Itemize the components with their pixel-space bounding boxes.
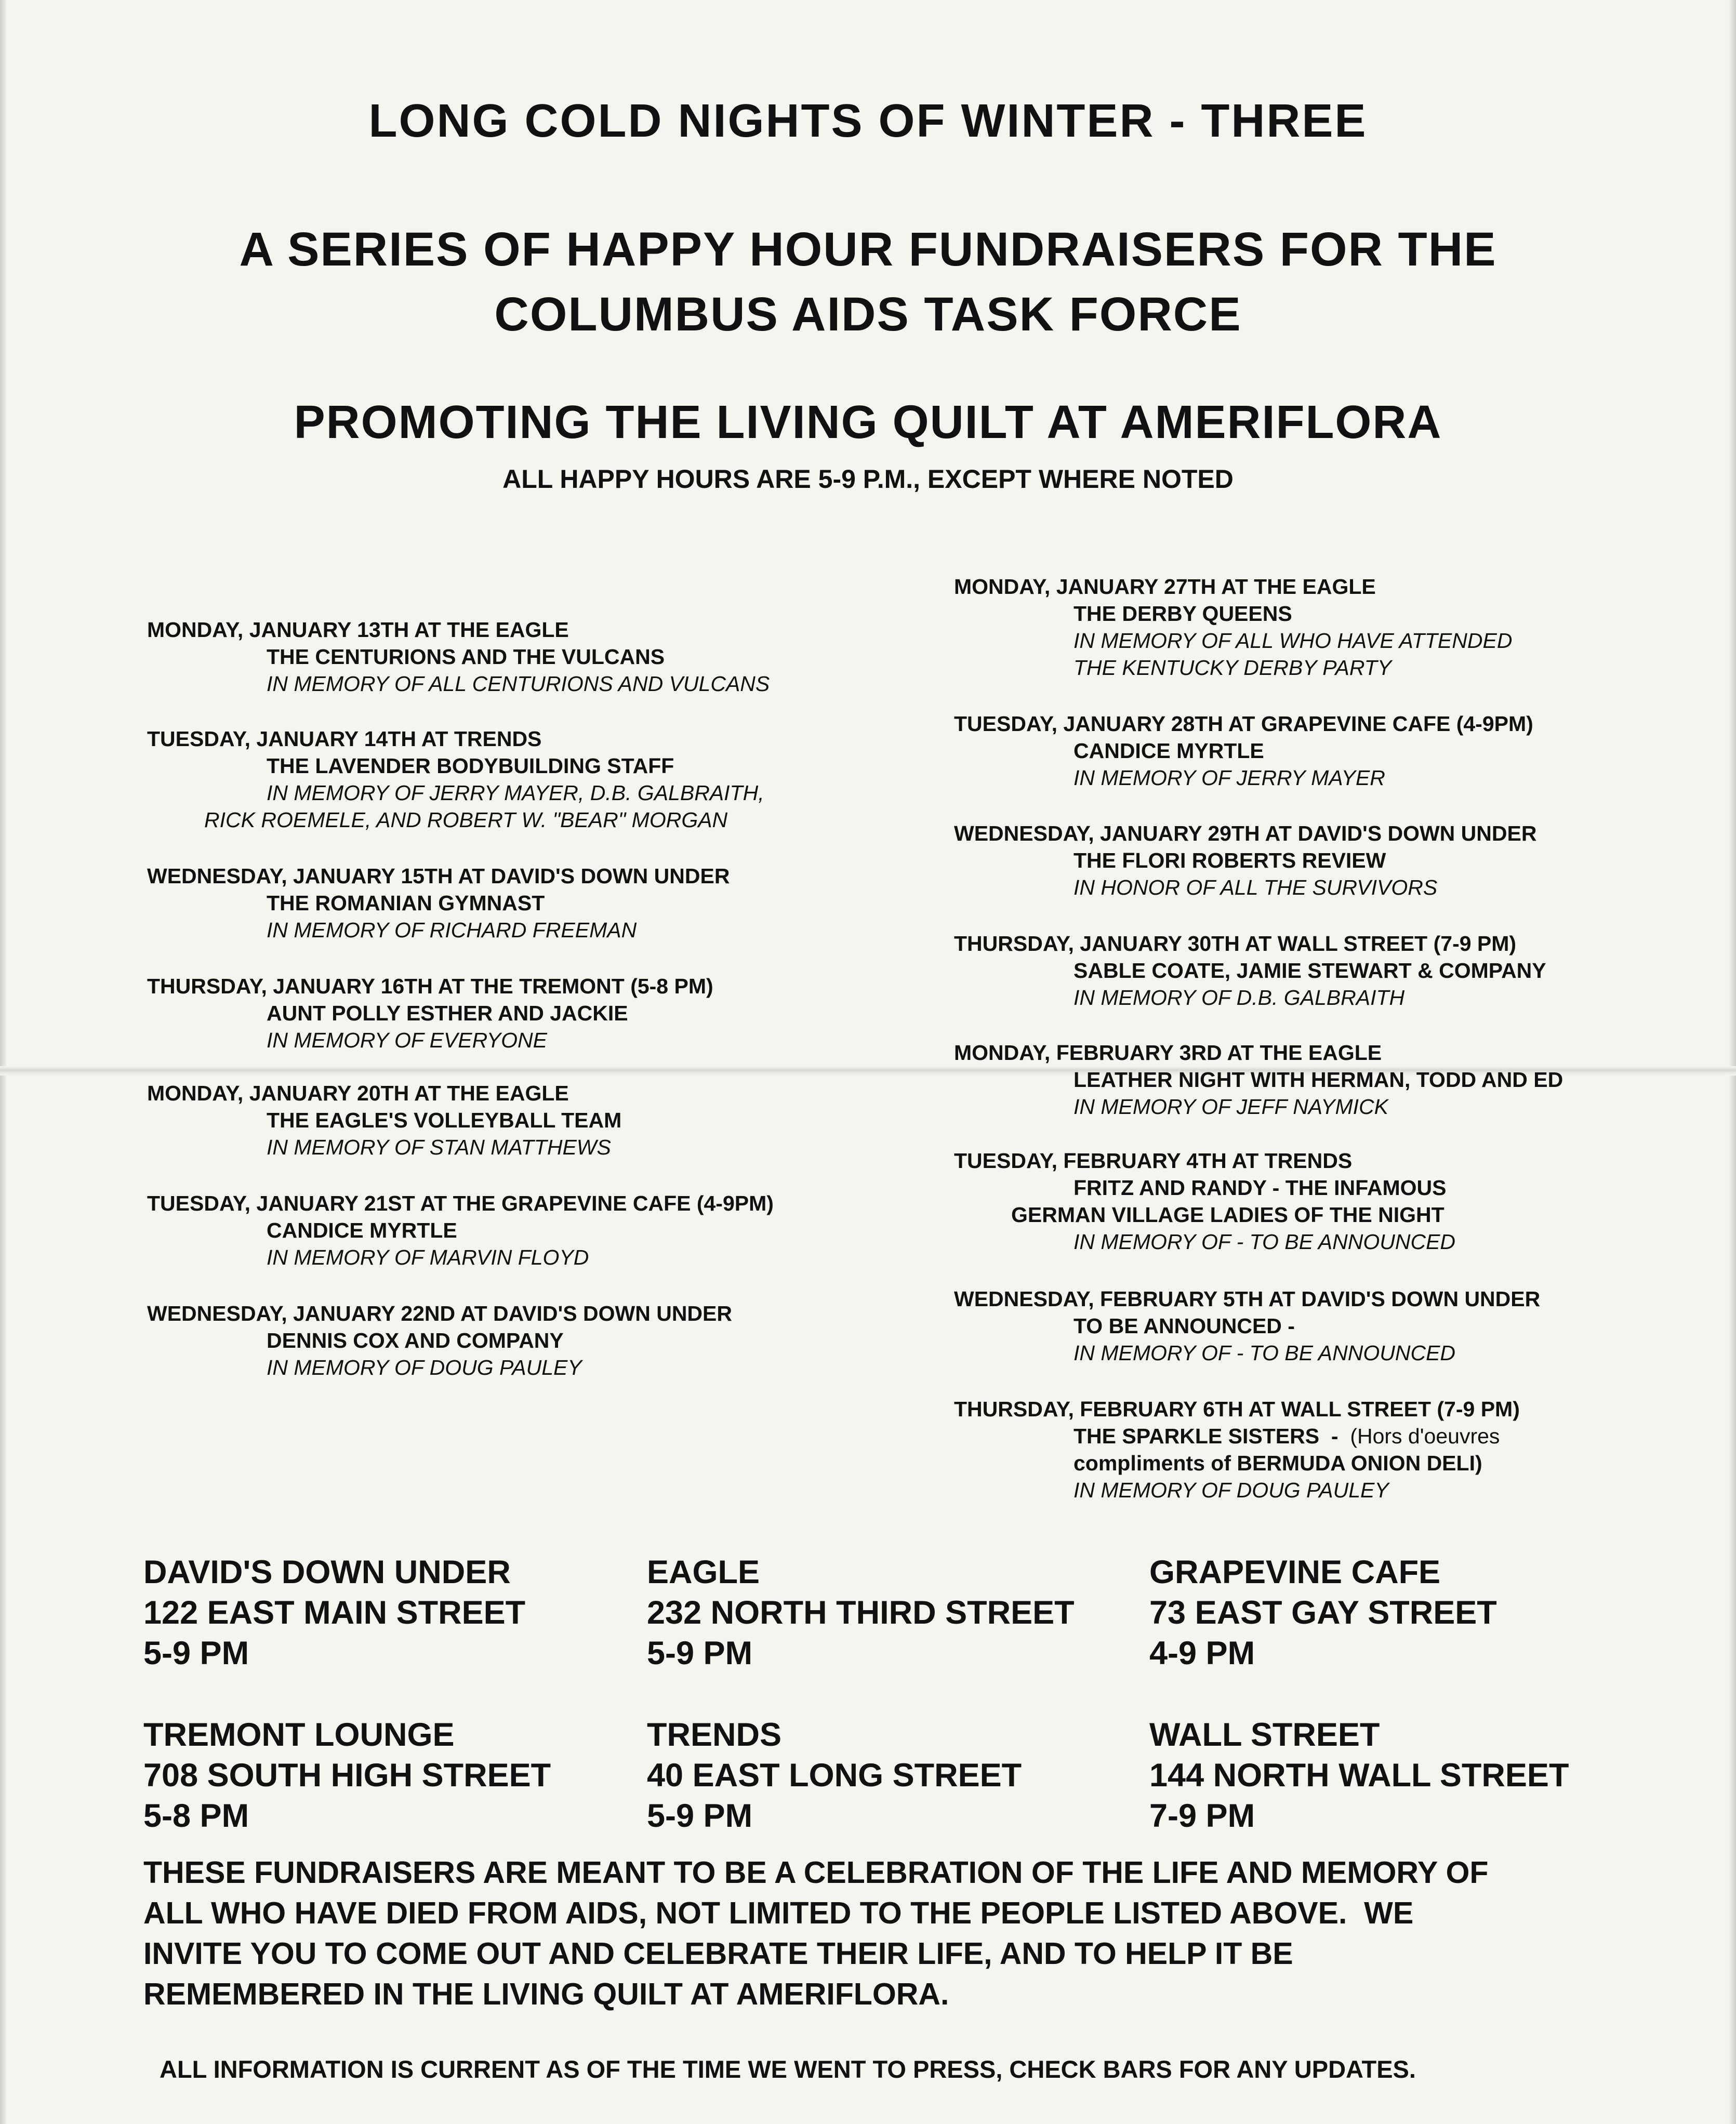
event-date: TUESDAY, JANUARY 28TH AT GRAPEVINE CAFE (4-9PM) <box>954 712 1533 736</box>
event-performer: THE FLORI ROBERTS REVIEW <box>1074 848 1386 872</box>
venue-grapevine-cafe <box>1149 1552 1497 1674</box>
event-memory: IN HONOR OF ALL THE SURVIVORS <box>1074 875 1438 899</box>
venue-tremont-lounge <box>143 1715 551 1836</box>
event-date: TUESDAY, JANUARY 21ST AT THE GRAPEVINE CAFE (4-9PM) <box>147 1191 774 1215</box>
event-memory: IN MEMORY OF DOUG PAULEY <box>267 1356 582 1379</box>
event-performer-continued: compliments of BERMUDA ONION DELI) <box>1074 1451 1482 1475</box>
event-left-5 <box>147 1080 621 1161</box>
event-memory: IN MEMORY OF DOUG PAULEY <box>1074 1478 1389 1502</box>
venue-name: DAVID'S DOWN UNDER <box>143 1554 511 1590</box>
event-performer: THE LAVENDER BODYBUILDING STAFF <box>267 754 674 778</box>
event-performer-note: (Hors d'oeuvres <box>1350 1424 1500 1448</box>
event-performer: TO BE ANNOUNCED - <box>1074 1314 1295 1338</box>
closing-line-1: THESE FUNDRAISERS ARE MEANT TO BE A CELEBRATION OF THE LIFE AND MEMORY OF <box>143 1855 1489 1890</box>
flyer-title: LONG COLD NIGHTS OF WINTER - THREE <box>368 95 1368 147</box>
event-left-2 <box>147 725 764 833</box>
event-memory: IN MEMORY OF RICHARD FREEMAN <box>267 918 637 942</box>
disclaimer: ALL INFORMATION IS CURRENT AS OF THE TIME WE WENT TO PRESS, CHECK BARS FOR ANY UPDATES. <box>160 2055 1416 2083</box>
event-date: MONDAY, JANUARY 13TH AT THE EAGLE <box>147 618 569 642</box>
venue-trends <box>647 1715 1022 1836</box>
event-date: THURSDAY, JANUARY 30TH AT WALL STREET (7-9 PM) <box>954 932 1517 955</box>
event-date: TUESDAY, FEBRUARY 4TH AT TRENDS <box>954 1149 1353 1173</box>
event-performer: DENNIS COX AND COMPANY <box>267 1329 564 1352</box>
subtitle-line-1: A SERIES OF HAPPY HOUR FUNDRAISERS FOR THE <box>239 223 1497 276</box>
event-performer-name: THE SPARKLE SISTERS - <box>1074 1424 1350 1448</box>
event-performer: CANDICE MYRTLE <box>1074 739 1264 763</box>
event-left-7 <box>147 1300 732 1381</box>
event-right-2 <box>954 710 1533 791</box>
venue-address: 144 NORTH WALL STREET <box>1149 1757 1569 1794</box>
event-memory: IN MEMORY OF MARVIN FLOYD <box>267 1245 589 1269</box>
venue-hours: 5-9 PM <box>143 1635 249 1671</box>
venue-hours: 5-9 PM <box>647 1635 753 1671</box>
event-memory-continued: RICK ROEMELE, AND ROBERT W. "BEAR" MORGAN <box>204 808 728 832</box>
event-performer: THE EAGLE'S VOLLEYBALL TEAM <box>267 1108 622 1132</box>
event-performer: LEATHER NIGHT WITH HERMAN, TODD AND ED <box>1074 1068 1563 1092</box>
venue-address: 122 EAST MAIN STREET <box>143 1595 526 1631</box>
event-memory: IN MEMORY OF - TO BE ANNOUNCED <box>1074 1230 1456 1254</box>
flyer-subtitle <box>0 217 1736 347</box>
event-performer: FRITZ AND RANDY - THE INFAMOUS <box>1074 1176 1447 1200</box>
closing-line-3: INVITE YOU TO COME OUT AND CELEBRATE THEIR LIFE, AND TO HELP IT BE <box>143 1936 1293 1971</box>
event-date: WEDNESDAY, JANUARY 22ND AT DAVID'S DOWN UNDER <box>147 1302 732 1325</box>
event-memory-continued: THE KENTUCKY DERBY PARTY <box>1074 656 1392 680</box>
venue-hours: 5-9 PM <box>647 1798 753 1834</box>
event-date: TUESDAY, JANUARY 14TH AT TRENDS <box>147 727 542 751</box>
event-performer: AUNT POLLY ESTHER AND JACKIE <box>267 1001 628 1025</box>
venue-name: EAGLE <box>647 1554 760 1590</box>
event-right-6 <box>954 1147 1455 1255</box>
event-right-4 <box>954 930 1546 1011</box>
closing-statement <box>143 1852 1488 2014</box>
event-left-3 <box>147 862 730 944</box>
venue-address: 708 SOUTH HIGH STREET <box>143 1757 551 1794</box>
event-performer: THE DERBY QUEENS <box>1074 602 1292 626</box>
venue-eagle <box>647 1552 1075 1674</box>
venue-address: 73 EAST GAY STREET <box>1149 1595 1497 1631</box>
event-left-6 <box>147 1190 774 1271</box>
event-memory: IN MEMORY OF JEFF NAYMICK <box>1074 1095 1388 1119</box>
venue-hours: 5-8 PM <box>143 1798 249 1834</box>
event-date: MONDAY, JANUARY 27TH AT THE EAGLE <box>954 575 1376 599</box>
event-date: MONDAY, JANUARY 20TH AT THE EAGLE <box>147 1081 569 1105</box>
event-memory: IN MEMORY OF STAN MATTHEWS <box>267 1135 611 1159</box>
event-right-1 <box>954 573 1512 681</box>
event-date: WEDNESDAY, FEBRUARY 5TH AT DAVID'S DOWN UNDER <box>954 1287 1541 1311</box>
event-performer <box>954 1423 1520 1450</box>
event-performer: THE ROMANIAN GYMNAST <box>267 891 545 915</box>
closing-line-4: REMEMBERED IN THE LIVING QUILT AT AMERIFLORA. <box>143 1977 949 2011</box>
event-performer: CANDICE MYRTLE <box>267 1218 457 1242</box>
venue-name: GRAPEVINE CAFE <box>1149 1554 1441 1590</box>
venue-name: TREMONT LOUNGE <box>143 1717 455 1753</box>
venue-hours: 4-9 PM <box>1149 1635 1255 1671</box>
event-right-5 <box>954 1039 1563 1120</box>
event-memory: IN MEMORY OF ALL CENTURIONS AND VULCANS <box>267 672 770 696</box>
venue-davids-down-under <box>143 1552 525 1674</box>
event-performer: THE CENTURIONS AND THE VULCANS <box>267 645 665 669</box>
event-date: WEDNESDAY, JANUARY 29TH AT DAVID'S DOWN UNDER <box>954 821 1537 845</box>
event-right-7 <box>954 1285 1540 1366</box>
event-date: MONDAY, FEBRUARY 3RD AT THE EAGLE <box>954 1041 1382 1065</box>
venue-address: 40 EAST LONG STREET <box>647 1757 1022 1794</box>
promo-heading: PROMOTING THE LIVING QUILT AT AMERIFLORA <box>294 396 1442 448</box>
venue-wall-street <box>1149 1715 1569 1836</box>
event-date: THURSDAY, FEBRUARY 6TH AT WALL STREET (7-9 PM) <box>954 1397 1520 1421</box>
closing-line-2: ALL WHO HAVE DIED FROM AIDS, NOT LIMITED TO THE PEOPLE LISTED ABOVE. WE <box>143 1896 1414 1930</box>
event-right-3 <box>954 820 1536 901</box>
hours-note: ALL HAPPY HOURS ARE 5-9 P.M., EXCEPT WHERE NOTED <box>502 464 1234 494</box>
event-performer-continued: GERMAN VILLAGE LADIES OF THE NIGHT <box>1011 1203 1445 1227</box>
event-date: WEDNESDAY, JANUARY 15TH AT DAVID'S DOWN UNDER <box>147 864 730 888</box>
event-performer: SABLE COATE, JAMIE STEWART & COMPANY <box>1074 959 1546 983</box>
event-memory: IN MEMORY OF ALL WHO HAVE ATTENDED <box>1074 629 1513 653</box>
event-memory: IN MEMORY OF JERRY MAYER <box>1074 766 1385 790</box>
event-memory: IN MEMORY OF D.B. GALBRAITH <box>1074 986 1405 1010</box>
venue-name: WALL STREET <box>1149 1717 1380 1753</box>
venue-address: 232 NORTH THIRD STREET <box>647 1595 1075 1631</box>
event-memory: IN MEMORY OF JERRY MAYER, D.B. GALBRAITH, <box>267 781 764 805</box>
subtitle-line-2: COLUMBUS AIDS TASK FORCE <box>494 288 1242 341</box>
event-date: THURSDAY, JANUARY 16TH AT THE TREMONT (5-8 PM) <box>147 974 713 998</box>
venue-name: TRENDS <box>647 1717 782 1753</box>
event-memory: IN MEMORY OF - TO BE ANNOUNCED <box>1074 1341 1456 1365</box>
event-right-8 <box>954 1396 1520 1504</box>
event-memory: IN MEMORY OF EVERYONE <box>267 1028 547 1052</box>
event-left-4 <box>147 973 713 1054</box>
venue-hours: 7-9 PM <box>1149 1798 1255 1834</box>
event-left-1 <box>147 616 770 697</box>
